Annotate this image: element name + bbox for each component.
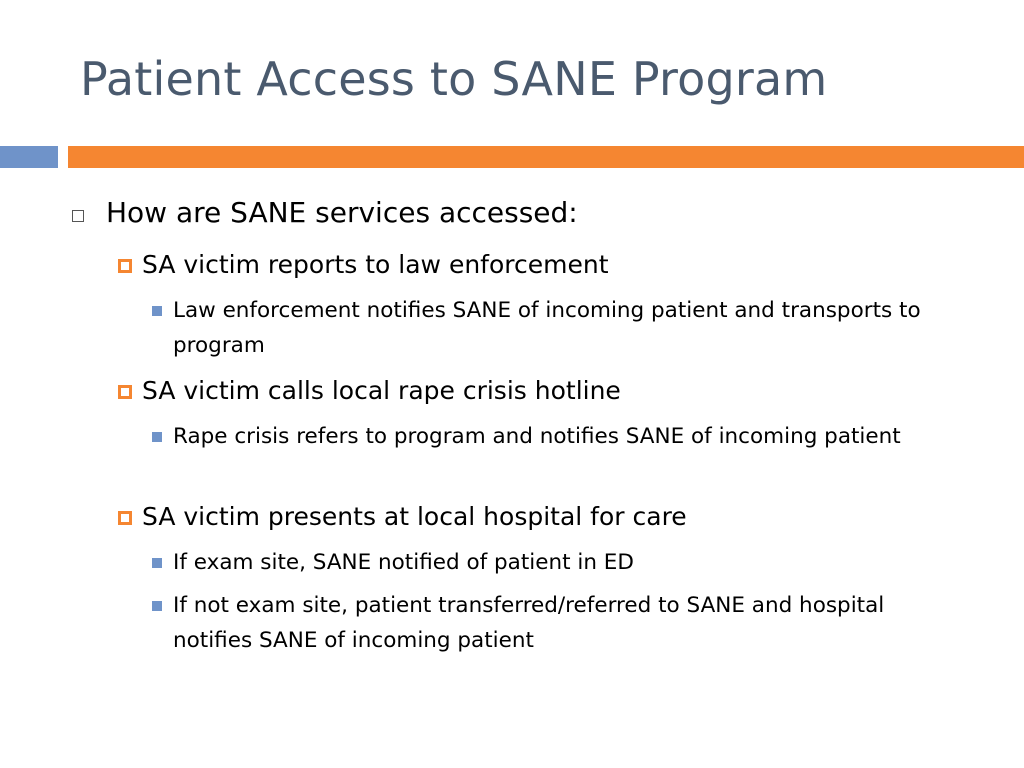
- bullet-group-1-sub-1: Law enforcement notifies SANE of incoming patient and transports to program: [173, 298, 921, 358]
- bullet-group-2-sub-1: Rape crisis refers to program and notifies SANE of incoming patient: [173, 424, 901, 449]
- orange-square-bullet-icon: [118, 385, 132, 399]
- bullet-group-3: SA victim presents at local hospital for care: [142, 502, 687, 531]
- bullet-group-3-sub-2: If not exam site, patient transferred/referred to SANE and hospital notifies SANE of incoming patient: [173, 593, 885, 653]
- slide-title: Patient Access to SANE Program: [80, 52, 828, 106]
- bullet-group-3-sub-1: If exam site, SANE notified of patient in ED: [173, 550, 634, 575]
- orange-square-bullet-icon: [118, 259, 132, 273]
- blue-square-bullet-icon: [152, 558, 162, 568]
- accent-bar-orange: [68, 146, 1024, 168]
- blue-square-bullet-icon: [152, 432, 162, 442]
- accent-bar-blue: [0, 146, 58, 168]
- bullet-main: How are SANE services accessed:: [106, 196, 578, 229]
- bullet-group-2: SA victim calls local rape crisis hotline: [142, 376, 621, 405]
- bullet-group-1: SA victim reports to law enforcement: [142, 250, 609, 279]
- orange-square-bullet-icon: [118, 511, 132, 525]
- blue-square-bullet-icon: [152, 306, 162, 316]
- hollow-square-bullet-icon: [72, 210, 84, 222]
- blue-square-bullet-icon: [152, 601, 162, 611]
